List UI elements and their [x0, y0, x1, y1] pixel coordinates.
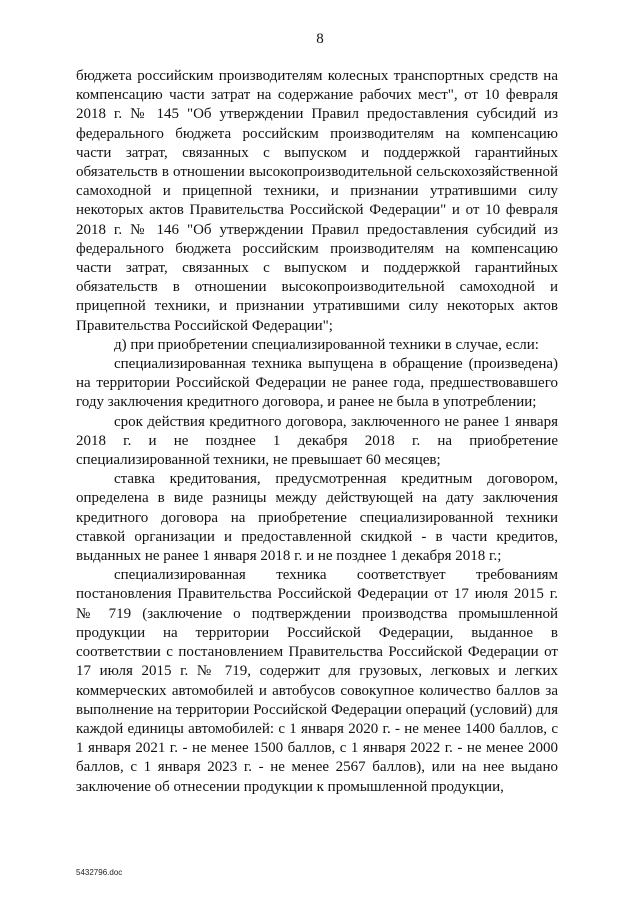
paragraph-condition-term: срок действия кредитного договора, заключенного не ранее 1 января 2018 г. и не позднее 1 декабря 2018 г. на приобретение специализированной техники, не превышает 60 месяцев;	[76, 413, 558, 469]
paragraph-condition-requirements: специализированная техника соответствует требованиям постановления Правительства Российской Федерации от 17 июля 2015 г. № 719 (заключение о подтверждении производства промышленной продукции на территории Российской Федерации, выданное в соответствии с постановлением Правительства Российской Федерации от 17 июля 2015 г. № 719, содержит для грузовых, легковых и легких коммерческих автомобилей и автобусов совокупное количество баллов за выполнение на территории Российской Федерации операций (условий) для каждой единицы автомобилей: с 1 января 2020 г. - не менее 1400 баллов, с 1 января 2021 г. - не менее 1500 баллов, с 1 января 2022 г. - не менее 2000 баллов, с 1 января 2023 г. - не менее 2567 баллов), или на нее выдано заключение об отнесении продукции к промышленной продукции,	[76, 567, 558, 795]
paragraph-item-d: д) при приобретении специализированной техники в случае, если:	[114, 336, 539, 353]
paragraph-continuation: бюджета российским производителям колесных транспортных средств на компенсацию части затрат на содержание рабочих мест", от 10 февраля 2018 г. № 145 "Об утверждении Правил предоставления субсидий из федерального бюджета российским производителям на компенсацию части затрат, связанных с выпуском и поддержкой гарантийных обязательств в отношении высокопроизводительной сельскохозяйственной самоходной и прицепной техники, и признании утратившими силу некоторых актов Правительства Российской Федерации" и от 10 февраля 2018 г. № 146 "Об утверждении Правил предоставления субсидий из федерального бюджета российским производителям на компенсацию части затрат, связанных с выпуском и поддержкой гарантийных обязательств в отношении высокопроизводительной самоходной и прицепной техники, и признании утратившими силу некоторых актов Правительства Российской Федерации";	[76, 68, 558, 334]
paragraph-condition-origin: специализированная техника выпущена в обращение (произведена) на территории Российской Федерации не ранее года, предшествовавшего году заключения кредитного договора, и ранее не была в употреблении;	[76, 356, 558, 411]
page-number: 8	[316, 31, 324, 47]
paragraph-condition-rate: ставка кредитования, предусмотренная кредитным договором, определена в виде разницы между действующей на дату заключения кредитного договора на приобретение специализированной техники ставкой организации и предоставленной скидкой - в части кредитов, выданных не ранее 1 января 2018 г. и не позднее 1 декабря 2018 г.;	[76, 471, 558, 565]
document-body	[76, 67, 558, 797]
document-code: 5432796.doc	[76, 868, 123, 877]
